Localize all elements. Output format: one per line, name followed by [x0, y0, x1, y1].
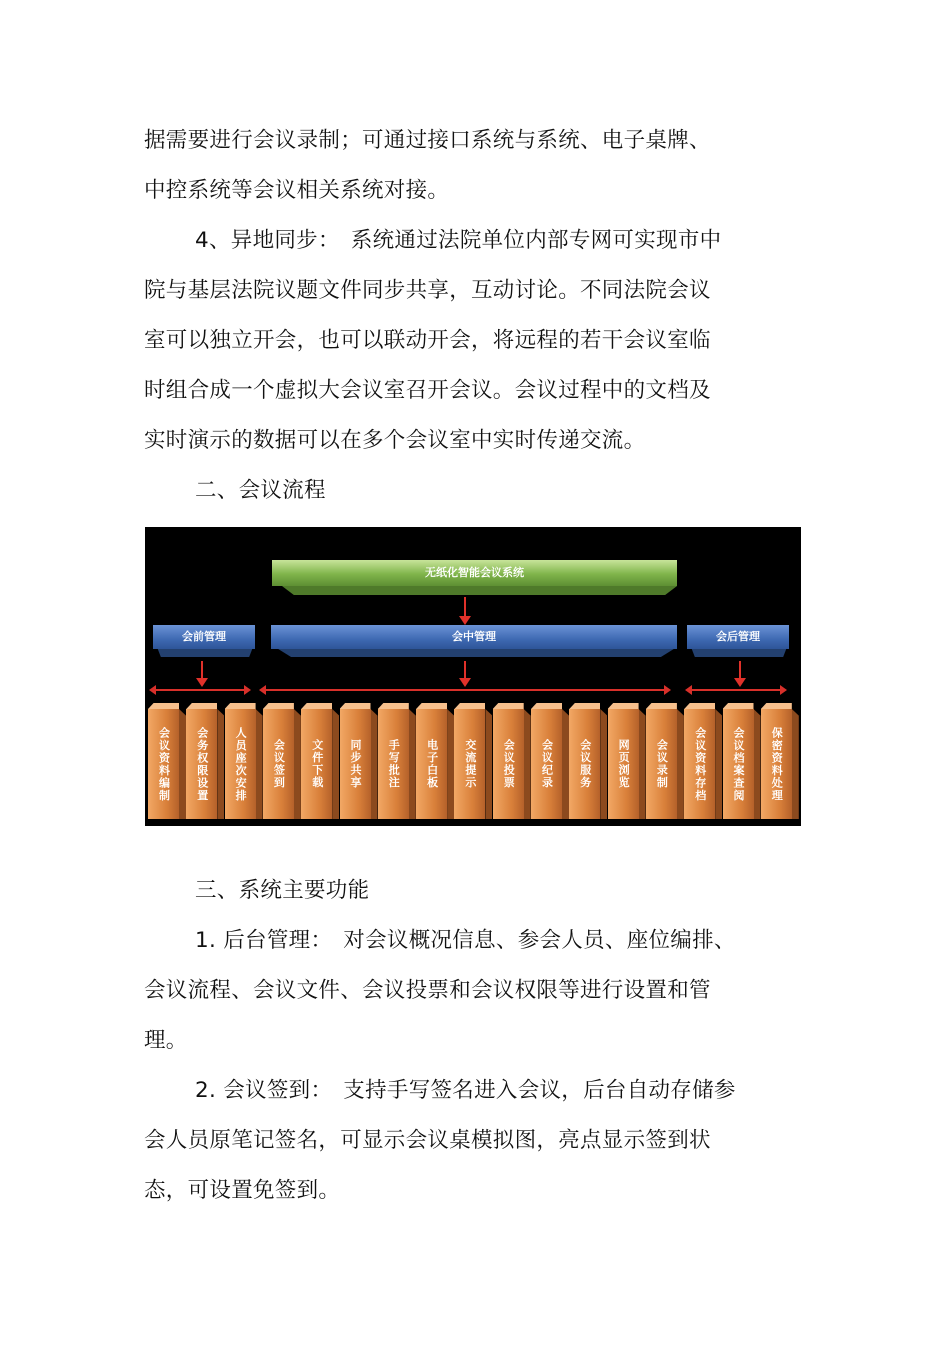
arrow-down	[739, 661, 741, 679]
column-side	[754, 709, 761, 819]
function-column	[225, 709, 256, 819]
paragraph-line: 室可以独立开会，也可以联动开会，将远程的若干会议室临	[144, 328, 711, 353]
paragraph-line: 态，可设置免签到。	[144, 1178, 341, 1203]
function-column	[723, 709, 754, 819]
arrow-down	[464, 661, 466, 679]
column-side	[294, 709, 301, 819]
top-bar-shadow	[282, 586, 677, 595]
function-column	[378, 709, 409, 819]
function-column-label: 会议签到	[272, 739, 286, 789]
function-column-label: 会议服务	[578, 739, 592, 789]
column-side	[447, 709, 454, 819]
function-column-label: 文件下载	[310, 739, 324, 789]
function-column-label: 会议档案查阅	[732, 726, 745, 802]
function-column-label: 会务权限设置	[195, 726, 209, 802]
paragraph-line: 实时演示的数据可以在多个会议室中实时传递交流。	[144, 428, 646, 453]
meeting-flow-diagram	[145, 527, 801, 826]
function-column	[569, 709, 600, 819]
range-arrow	[687, 689, 785, 691]
column-side	[562, 709, 569, 819]
function-column	[263, 709, 294, 819]
paragraph-line: 会人员原笔记签名，可显示会议桌模拟图，亮点显示签到状	[144, 1128, 711, 1153]
function-column-label: 交流提示	[463, 739, 477, 789]
function-column-label: 电子白板	[425, 739, 439, 789]
function-column	[148, 709, 179, 819]
section-heading: 三、系统主要功能	[195, 878, 370, 903]
column-side	[600, 709, 607, 819]
column-side	[524, 709, 531, 819]
column-side	[409, 709, 416, 819]
column-side	[179, 709, 186, 819]
paragraph-line: 院与基层法院议题文件同步共享，互动讨论。不同法院会议	[144, 278, 711, 303]
function-column-label: 会议资料编制	[157, 726, 171, 802]
function-column	[493, 709, 524, 819]
function-column-label: 会议投票	[502, 739, 516, 789]
function-column-label: 同步共享	[349, 739, 362, 789]
paragraph-line: 据需要进行会议录制；可通过接口系统与系统、电子桌牌、	[144, 128, 711, 153]
column-side	[332, 709, 339, 819]
function-column	[301, 709, 332, 819]
paragraph-line: 2. 会议签到： 支持手写签名进入会议，后台自动存储参	[195, 1078, 736, 1103]
function-column	[646, 709, 677, 819]
column-side	[485, 709, 492, 819]
group-in-meeting: 会中管理	[271, 625, 677, 649]
function-column	[416, 709, 447, 819]
function-column-label: 网页浏览	[617, 739, 631, 789]
function-column-label: 人员座次安排	[234, 726, 248, 802]
paragraph-line: 1. 后台管理： 对会议概况信息、参会人员、座位编排、	[195, 928, 736, 953]
range-arrow	[151, 689, 249, 691]
paragraph-line: 时组合成一个虚拟大会议室召开会议。会议过程中的文档及	[144, 378, 711, 403]
paragraph-line: 4、异地同步： 系统通过法院单位内部专网可实现市中	[195, 228, 722, 253]
column-side	[792, 709, 799, 819]
function-column	[608, 709, 639, 819]
column-side	[217, 709, 224, 819]
column-side	[371, 709, 378, 819]
paragraph-line: 理。	[144, 1028, 188, 1053]
group-pre-meeting: 会前管理	[153, 625, 255, 649]
function-column-label: 会议纪录	[540, 739, 554, 789]
function-column	[761, 709, 792, 819]
column-side	[256, 709, 263, 819]
function-column	[684, 709, 715, 819]
function-column-label: 会议资料存档	[693, 726, 707, 802]
range-arrow	[261, 689, 669, 691]
section-heading: 二、会议流程	[195, 478, 326, 503]
function-column	[454, 709, 485, 819]
function-column	[531, 709, 562, 819]
arrow-down	[464, 597, 466, 617]
paragraph-line: 中控系统等会议相关系统对接。	[144, 178, 450, 203]
function-column	[340, 709, 371, 819]
function-column-label: 保密资料处理	[770, 726, 784, 802]
arrow-down	[201, 661, 203, 679]
paragraph-line: 会议流程、会议文件、会议投票和会议权限等进行设置和管	[144, 978, 711, 1003]
function-column-label: 手写批注	[387, 739, 401, 789]
column-side	[677, 709, 684, 819]
function-column	[186, 709, 217, 819]
group-post-meeting: 会后管理	[687, 625, 789, 649]
function-column-label: 会议录制	[655, 739, 669, 789]
column-side	[639, 709, 646, 819]
system-title-bar: 无纸化智能会议系统	[272, 560, 677, 586]
column-side	[715, 709, 722, 819]
